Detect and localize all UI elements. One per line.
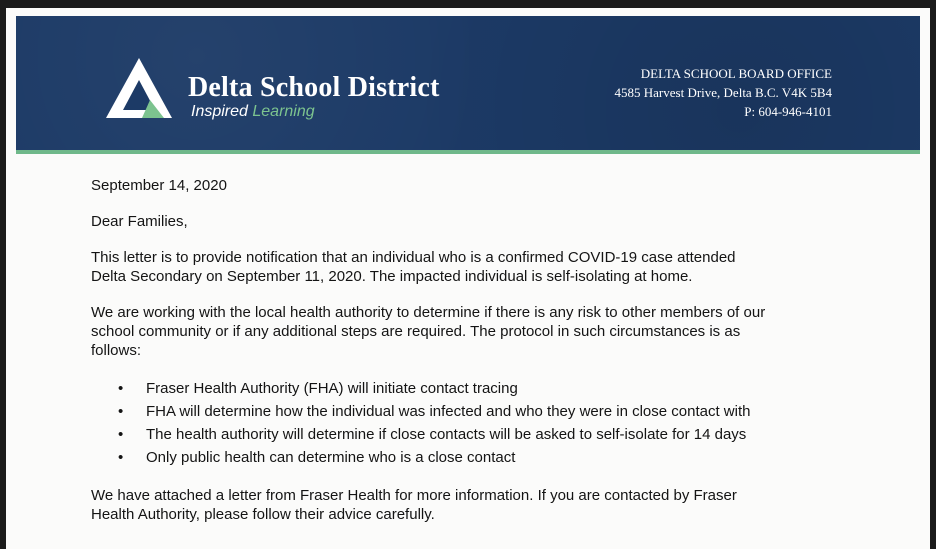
brand-name: Delta School District xyxy=(188,72,440,103)
paragraph-line: school community or if any additional steps are required. The protocol in such circumstances is as xyxy=(91,323,741,340)
paragraph-line: Health Authority, please follow their advice carefully. xyxy=(91,506,435,523)
bullet-icon: • xyxy=(118,403,124,420)
office-contact xyxy=(615,64,832,121)
letterhead-divider xyxy=(16,150,920,154)
letter-date: September 14, 2020 xyxy=(91,177,227,194)
protocol-list xyxy=(91,377,891,469)
bullet-icon: • xyxy=(118,449,124,466)
list-item-text: FHA will determine how the individual was infected and who they were in close contact with xyxy=(146,403,751,420)
delta-logo-icon xyxy=(104,56,174,120)
paragraph-line: follows: xyxy=(91,342,142,359)
paragraph-attachment xyxy=(91,486,891,524)
office-name: DELTA SCHOOL BOARD OFFICE xyxy=(640,66,832,81)
list-item xyxy=(91,377,891,400)
list-item xyxy=(91,400,891,423)
tagline-inspired: Inspired xyxy=(191,103,248,120)
office-address: 4585 Harvest Drive, Delta B.C. V4K 5B4 xyxy=(614,85,832,100)
paragraph-line: We have attached a letter from Fraser Health for more information. If you are contacted by Fraser xyxy=(91,487,737,504)
list-item-text: The health authority will determine if close contacts will be asked to self-isolate for 14 days xyxy=(146,426,747,443)
bullet-icon: • xyxy=(118,380,124,397)
paragraph-line: We are working with the local health authority to determine if there is any risk to other members of our xyxy=(91,304,766,321)
bullet-icon: • xyxy=(118,426,124,443)
letter-page xyxy=(6,8,930,549)
paragraph-line: Delta Secondary on September 11, 2020. The impacted individual is self-isolating at home. xyxy=(91,268,693,285)
list-item xyxy=(91,446,891,469)
paragraph-line: This letter is to provide notification that an individual who is a confirmed COVID-19 case attended xyxy=(91,249,736,266)
list-item-text: Only public health can determine who is a close contact xyxy=(146,449,516,466)
letter-body xyxy=(91,176,891,541)
brand-tagline xyxy=(191,103,315,121)
tagline-learning: Learning xyxy=(252,103,315,120)
letter-salutation: Dear Families, xyxy=(91,213,188,230)
paragraph-notification xyxy=(91,248,891,286)
paragraph-protocol xyxy=(91,303,891,360)
list-item-text: Fraser Health Authority (FHA) will initiate contact tracing xyxy=(146,380,518,397)
office-phone: P: 604-946-4101 xyxy=(744,104,832,119)
list-item xyxy=(91,423,891,446)
letterhead-banner xyxy=(16,16,920,150)
